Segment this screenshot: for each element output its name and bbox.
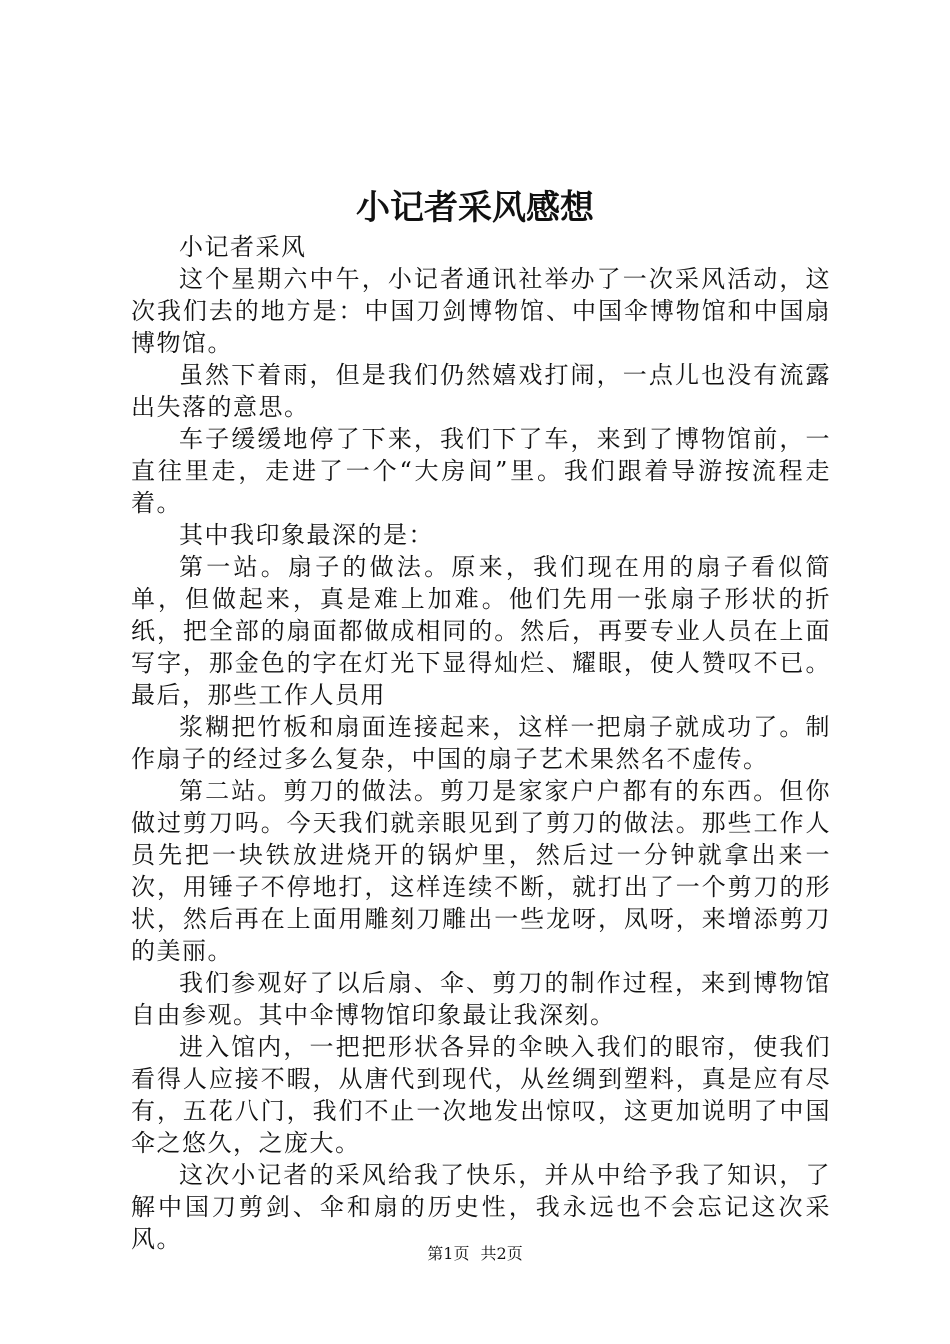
paragraph: 车子缓缓地停了下来，我们下了车，来到了博物馆前，一直往里走，走进了一个“大房间”里。我们跟着导游按流程走着。	[131, 425, 831, 517]
page-number: 第1页	[427, 1244, 470, 1263]
paragraph-subtitle: 小记者采风	[179, 233, 307, 261]
paragraph: 进入馆内，一把把形状各异的伞映入我们的眼帘，使我们看得人应接不暇，从唐代到现代，从丝绸到塑料，真是应有尽有，五花八门，我们不止一次地发出惊叹，这更加说明了中国伞之悠久，之庞大。	[131, 1033, 831, 1157]
paragraph: 其中我印象最深的是：	[179, 521, 434, 549]
paragraph: 这次小记者的采风给我了快乐，并从中给予我了知识，了解中国刀剪剑、伞和扇的历史性，我永远也不会忘记这次采风。	[131, 1161, 831, 1253]
paragraph: 浆糊把竹板和扇面连接起来，这样一把扇子就成功了。制作扇子的经过多么复杂，中国的扇子艺术果然名不虚传。	[131, 713, 831, 773]
document-title: 小记者采风感想	[356, 188, 594, 228]
page-footer	[0, 1242, 950, 1266]
paragraph: 虽然下着雨，但是我们仍然嬉戏打闹，一点儿也没有流露出失落的意思。	[131, 361, 831, 421]
page-total: 共2页	[480, 1244, 523, 1263]
paragraph: 这个星期六中午，小记者通讯社举办了一次采风活动，这次我们去的地方是：中国刀剑博物馆、中国伞博物馆和中国扇博物馆。	[131, 265, 831, 357]
document-body	[131, 231, 831, 1255]
paragraph: 第二站。剪刀的做法。剪刀是家家户户都有的东西。但你做过剪刀吗。今天我们就亲眼见到了剪刀的做法。那些工作人员先把一块铁放进烧开的锅炉里，然后过一分钟就拿出来一次，用锤子不停地打，这样连续不断，就打出了一个剪刀的形状，然后再在上面用雕刻刀雕出一些龙呀，凤呀，来增添剪刀的美丽。	[131, 777, 831, 965]
paragraph: 我们参观好了以后扇、伞、剪刀的制作过程，来到博物馆自由参观。其中伞博物馆印象最让我深刻。	[131, 969, 831, 1029]
paragraph: 第一站。扇子的做法。原来，我们现在用的扇子看似简单，但做起来，真是难上加难。他们先用一张扇子形状的折纸，把全部的扇面都做成相同的。然后，再要专业人员在上面写字，那金色的字在灯光下显得灿烂、耀眼，使人赞叹不已。最后，那些工作人员用	[131, 553, 831, 709]
